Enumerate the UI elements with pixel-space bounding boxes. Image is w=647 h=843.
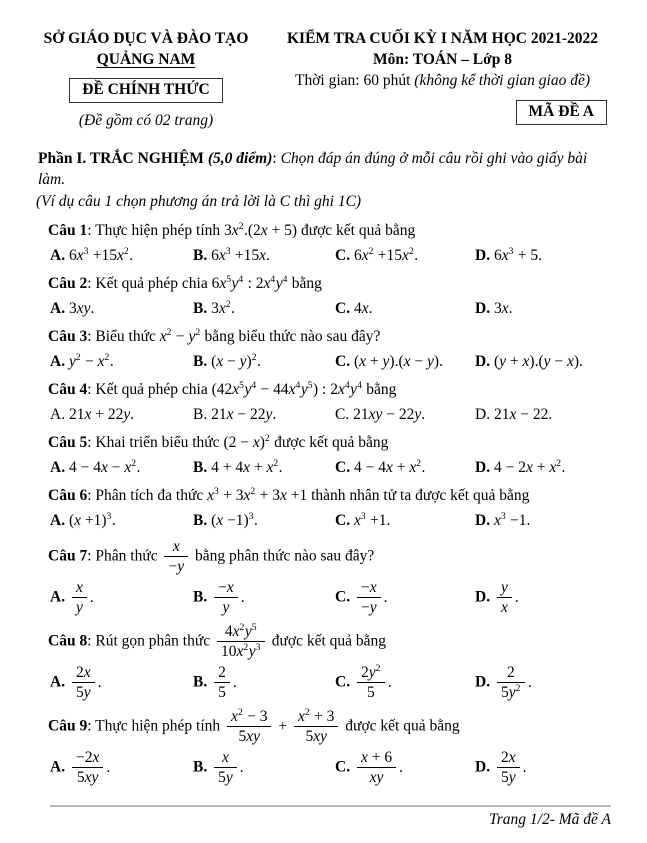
- option-letter: B.: [193, 673, 208, 691]
- fraction: [357, 664, 385, 702]
- question-2-option-D: [475, 297, 611, 321]
- exam-header: [36, 28, 611, 131]
- exponent: 2: [251, 351, 258, 363]
- option-letter: A.: [50, 247, 66, 264]
- question-8-option-B: [193, 663, 335, 703]
- exponent: 3: [225, 245, 232, 257]
- option-math: $\frac{2}{5y^2}$ .: [494, 674, 532, 691]
- question-4-option-B: [193, 403, 335, 427]
- question-5-stem: [36, 431, 611, 455]
- exponent: 3: [83, 245, 89, 257]
- question-4-option-A: [50, 403, 193, 427]
- fraction-numerator: −2x: [72, 749, 103, 768]
- option-letter: A.: [50, 588, 66, 606]
- exponent: 3: [106, 510, 112, 522]
- question-4-option-D: [475, 403, 611, 427]
- fraction-denominator: $10x^2y^3$: [221, 641, 261, 660]
- footer-page-number: Trang 1/2- Mã đề A: [489, 811, 611, 828]
- option-letter: B.: [193, 758, 208, 776]
- exponent: 3: [508, 245, 514, 257]
- header-left-block: [36, 28, 256, 131]
- option-math: (x + y).(x − y).: [353, 353, 443, 370]
- question-7-options: [36, 578, 611, 618]
- fraction: [497, 579, 512, 617]
- question-1-stem: [36, 219, 611, 243]
- question-2: [36, 272, 611, 321]
- question-6-option-D: [475, 509, 611, 533]
- question-9-stem: [36, 707, 611, 747]
- question-3: [36, 325, 611, 374]
- exponent: 2: [195, 326, 201, 338]
- option-letter: D.: [475, 353, 491, 370]
- option-letter: C.: [335, 247, 351, 264]
- footer-divider: [50, 805, 611, 807]
- exponent: 2: [368, 245, 374, 257]
- question-6: [36, 484, 611, 533]
- question-text-post: được kết quả bằng: [297, 222, 416, 239]
- fraction: [497, 664, 525, 702]
- exponent: 4: [238, 273, 244, 285]
- option-math: 21x − 22.: [493, 406, 553, 423]
- question-text-pre: : Thực hiện phép tính: [87, 222, 225, 239]
- fraction-numerator: y: [497, 579, 512, 598]
- fraction-denominator: y: [222, 599, 230, 616]
- header-right-block: [274, 28, 611, 131]
- fraction-denominator: −y: [168, 558, 185, 575]
- question-8-option-C: [335, 663, 475, 703]
- question-text-pre: : Thực hiện phép tính: [87, 717, 225, 735]
- fraction-denominator: 5y: [218, 769, 233, 786]
- question-text-pre: : Phân thức: [87, 547, 162, 565]
- option-letter: A.: [50, 353, 66, 370]
- option-math: $(x +1)^3$.: [68, 510, 116, 529]
- part1-instruction: Chọn đáp án đúng ở mỗi câu rồi ghi vào giấy bài làm.: [38, 150, 588, 188]
- exponent: 3: [255, 641, 261, 653]
- question-7-option-B: [193, 578, 335, 618]
- option-letter: D.: [475, 758, 491, 776]
- option-letter: B.: [193, 588, 208, 606]
- exponent: 3: [248, 510, 254, 522]
- question-1-option-D: [475, 244, 611, 268]
- question-9: [36, 707, 611, 788]
- question-label: Câu 6: [48, 487, 88, 504]
- option-letter: C.: [335, 758, 351, 776]
- province-name: QUẢNG NAM: [96, 51, 196, 68]
- exponent: 2: [104, 351, 110, 363]
- fraction-denominator: 5xy: [238, 728, 261, 745]
- exponent: 2: [75, 351, 82, 363]
- question-math: $3x^2.(2x + 5)$: [224, 220, 298, 239]
- question-5-option-C: [335, 456, 475, 480]
- fraction-numerator: $2y^2$: [357, 664, 385, 683]
- question-7-option-C: [335, 578, 475, 618]
- question-text-post: thành nhân tử ta được kết quả bằng: [307, 487, 530, 504]
- exponent: 4: [282, 273, 288, 285]
- option-math: $\frac{-2x}{5xy}$ .: [69, 759, 110, 776]
- question-text-post: bằng biểu thức nào sau đây?: [200, 328, 381, 345]
- question-2-option-B: [193, 297, 335, 321]
- question-2-option-C: [335, 297, 475, 321]
- option-math: $6x^3 +15x^2$.: [68, 245, 134, 264]
- exponent: 2: [408, 245, 415, 257]
- question-3-option-D: [475, 350, 611, 374]
- option-letter: D.: [475, 512, 491, 529]
- option-letter: D.: [475, 459, 491, 476]
- option-letter: C.: [335, 512, 351, 529]
- question-4-stem: [36, 378, 611, 402]
- question-1-options: [36, 244, 611, 268]
- fraction-denominator: 5y: [75, 684, 91, 701]
- question-5-option-A: [50, 456, 193, 480]
- fraction-numerator: $x^2 - 3$: [227, 708, 271, 727]
- fraction-numerator: $x^2 + 3$: [294, 708, 338, 727]
- option-letter: B.: [193, 300, 208, 317]
- option-math: $\frac{-x}{-y}$ .: [354, 589, 388, 606]
- fraction-numerator: $4x^2y^5$: [217, 623, 265, 642]
- exponent: 2: [131, 457, 137, 469]
- fraction-denominator: y: [75, 599, 83, 616]
- question-label: Câu 4: [48, 381, 88, 398]
- exponent: 5: [239, 379, 245, 391]
- question-text-post: được kết quả bằng: [270, 434, 389, 451]
- question-3-stem: [36, 325, 611, 349]
- option-math: $\frac{2y^2}{5}$ .: [354, 674, 392, 691]
- question-math: $6x^5y^4$ : $2x^4y^4$: [211, 273, 288, 292]
- question-math: $(2 - x)^2$: [223, 432, 271, 451]
- option-letter: A.: [50, 673, 66, 691]
- time-line: [295, 70, 590, 92]
- question-4: [36, 378, 611, 427]
- option-letter: B.: [193, 247, 208, 264]
- exponent: 2: [237, 706, 244, 718]
- exponent: 2: [416, 457, 422, 469]
- option-math: (y + x).(y − x).: [493, 353, 583, 370]
- question-label: Câu 1: [48, 222, 88, 239]
- time-italic: (không kể thời gian giao đề): [414, 72, 590, 89]
- official-exam-box: ĐỀ CHÍNH THỨC: [69, 78, 222, 103]
- question-text-pre: : Rút gọn phân thức: [87, 632, 214, 650]
- question-3-option-A: [50, 350, 193, 374]
- option-math: $(x - y)^2$.: [211, 351, 261, 370]
- question-9-option-D: [475, 748, 611, 788]
- option-math: 3x.: [493, 300, 513, 317]
- option-letter: B.: [193, 459, 208, 476]
- exponent: 4: [344, 379, 351, 391]
- option-math: $3x^2$.: [211, 298, 235, 317]
- part1-heading: [38, 148, 611, 190]
- page-count-note: (Đề gồm có 02 trang): [78, 112, 214, 129]
- option-math: $4 - 4x + x^2$.: [353, 457, 426, 476]
- option-letter: A.: [50, 758, 66, 776]
- option-letter: A.: [50, 406, 66, 423]
- fraction-numerator: 2: [214, 664, 230, 683]
- fraction-numerator: 2x: [72, 664, 95, 683]
- exponent: 4: [357, 379, 363, 391]
- option-math: $\frac{2}{5}$ .: [211, 674, 237, 691]
- fraction-numerator: x: [72, 579, 87, 598]
- option-math: $\frac{2x}{5y}$ .: [69, 674, 102, 691]
- question-1-option-A: [50, 244, 193, 268]
- exponent: 4: [295, 379, 301, 391]
- exponent: 2: [264, 432, 271, 444]
- option-math: 3xy.: [68, 300, 95, 317]
- exponent: 2: [243, 641, 249, 653]
- question-5-options: [36, 456, 611, 480]
- option-letter: C.: [335, 459, 351, 476]
- fraction-denominator: 5xy: [305, 728, 327, 745]
- fraction: [72, 749, 103, 787]
- fraction-denominator: 5: [218, 684, 226, 701]
- question-6-stem: [36, 484, 611, 508]
- department-name: SỞ GIÁO DỤC VÀ ĐÀO TẠO: [43, 30, 249, 47]
- option-math: $x^3 +1$.: [353, 510, 391, 529]
- option-math: $\frac{-x}{y}$ .: [211, 589, 245, 606]
- exponent: 2: [238, 220, 244, 232]
- fraction-denominator: 5y: [500, 769, 516, 786]
- exponent: 5: [307, 379, 314, 391]
- option-letter: A.: [50, 459, 66, 476]
- exponent: 2: [273, 457, 279, 469]
- fraction-denominator: −y: [360, 599, 377, 616]
- part1-example-note: (Ví dụ câu 1 chọn phương án trả lời là C thì ghi 1C): [36, 193, 362, 210]
- option-letter: C.: [335, 353, 351, 370]
- exponent: 2: [250, 485, 256, 497]
- question-9-option-A: [50, 748, 193, 788]
- exponent: 5: [226, 273, 232, 285]
- option-math: $6x^3 +15x$.: [211, 245, 270, 264]
- fraction-numerator: x: [164, 538, 188, 557]
- option-letter: A.: [50, 512, 66, 529]
- option-math: 4x.: [353, 300, 373, 317]
- option-math: $6x^3 + 5$.: [493, 245, 543, 264]
- question-1: [36, 219, 611, 268]
- question-2-stem: [36, 272, 611, 296]
- exponent: 2: [239, 621, 245, 633]
- fraction: [357, 749, 396, 787]
- fraction: [294, 708, 338, 746]
- part1-colon: :: [272, 150, 281, 167]
- question-3-option-B: [193, 350, 335, 374]
- fraction-denominator: 5xy: [76, 769, 99, 786]
- exponent: 5: [251, 621, 257, 633]
- fraction: [214, 749, 237, 787]
- option-math: $6x^2 +15x^2$.: [353, 245, 419, 264]
- part1-title: Phần I. TRẮC NGHIỆM: [38, 150, 208, 167]
- exponent: 2: [556, 457, 562, 469]
- question-text-pre: : Kết quả phép chia: [87, 275, 212, 292]
- fraction: [72, 664, 95, 702]
- fraction: [214, 664, 230, 702]
- fraction-denominator: x: [500, 599, 508, 616]
- question-7-option-D: [475, 578, 611, 618]
- question-6-option-A: [50, 509, 193, 533]
- question-7-option-A: [50, 578, 193, 618]
- question-2-options: [36, 297, 611, 321]
- fraction: [497, 749, 520, 787]
- question-4-options: [36, 403, 611, 427]
- question-1-option-C: [335, 244, 475, 268]
- exponent: 2: [375, 662, 381, 674]
- option-math: $\frac{x}{y}$ .: [69, 589, 94, 606]
- question-math: $\frac{x^2 - 3}{5xy}$ + $\frac{x^2 + 3}{5xy}$: [224, 718, 341, 735]
- exponent: 2: [123, 245, 130, 257]
- question-text-post: bằng: [362, 381, 397, 398]
- question-text-pre: : Khai triển biểu thức: [87, 434, 224, 451]
- fraction-denominator: $5y^2$: [500, 682, 521, 701]
- option-math: $\frac{y}{x}$ .: [494, 589, 519, 606]
- fraction: [227, 708, 271, 746]
- question-6-options: [36, 509, 611, 533]
- question-label: Câu 3: [48, 328, 88, 345]
- option-math: 21x + 22y.: [68, 406, 135, 423]
- option-math: $4 - 2x + x^2$.: [493, 457, 566, 476]
- question-7-stem: [36, 537, 611, 577]
- question-text-post: được kết quả bằng: [341, 717, 460, 735]
- question-label: Câu 9: [48, 717, 88, 735]
- exam-title: KIỂM TRA CUỐI KỲ I NĂM HỌC 2021-2022: [286, 30, 598, 47]
- option-letter: C.: [335, 300, 351, 317]
- option-letter: D.: [475, 588, 491, 606]
- option-math: $\frac{x + 6}{xy}$ .: [354, 759, 403, 776]
- question-9-option-B: [193, 748, 335, 788]
- question-1-option-B: [193, 244, 335, 268]
- option-math: $4 - 4x - x^2$.: [68, 457, 141, 476]
- question-text-pre: : Phân tích đa thức: [87, 487, 208, 504]
- option-letter: B.: [193, 512, 208, 529]
- option-math: $(x -1)^3$.: [211, 510, 258, 529]
- option-math: $4 + 4x + x^2$.: [211, 457, 283, 476]
- question-text-pre: : Kết quả phép chia: [87, 381, 212, 398]
- question-5: [36, 431, 611, 480]
- question-math: [161, 538, 191, 575]
- page-footer: [50, 805, 611, 829]
- fraction: [214, 579, 238, 617]
- option-letter: C.: [335, 588, 351, 606]
- exponent: 2: [166, 326, 172, 338]
- option-math: 21xy − 22y.: [353, 406, 426, 423]
- option-math: $\frac{2x}{5y}$ .: [494, 759, 527, 776]
- fraction: [164, 538, 188, 576]
- question-label: Câu 5: [48, 434, 88, 451]
- question-5-option-B: [193, 456, 335, 480]
- option-letter: B.: [193, 406, 208, 423]
- fraction: [217, 623, 265, 661]
- option-math: $y^2 - x^2$.: [68, 351, 114, 370]
- option-letter: D.: [475, 300, 491, 317]
- option-math: 21x − 22y.: [211, 406, 277, 423]
- question-8-options: [36, 663, 611, 703]
- option-letter: C.: [335, 406, 350, 423]
- question-label: Câu 8: [48, 632, 88, 650]
- exponent: 3: [500, 510, 507, 522]
- fraction-denominator: xy: [369, 769, 384, 786]
- fraction-numerator: 2x: [497, 749, 520, 768]
- question-8-option-D: [475, 663, 611, 703]
- fraction-numerator: x: [214, 749, 237, 768]
- question-text-pre: : Biểu thức: [87, 328, 160, 345]
- question-math: $(42x^5y^4 - 44x^4y^5)$ : $2x^4y^4$: [211, 379, 363, 398]
- question-8-stem: [36, 622, 611, 662]
- option-math: $\frac{x}{5y}$ .: [211, 759, 244, 776]
- question-9-options: [36, 748, 611, 788]
- question-7: [36, 537, 611, 618]
- exponent: 2: [515, 682, 521, 694]
- exam-code-box: MÃ ĐỀ A: [516, 100, 607, 125]
- fraction-numerator: −x: [357, 579, 381, 598]
- exponent: 4: [251, 379, 257, 391]
- fraction-numerator: 2: [497, 664, 525, 683]
- question-5-option-D: [475, 456, 611, 480]
- question-3-option-C: [335, 350, 475, 374]
- part1-points: (5,0 điểm): [207, 150, 273, 167]
- question-4-option-C: [335, 403, 475, 427]
- exponent: 4: [270, 273, 276, 285]
- exponent: 3: [213, 485, 220, 497]
- question-6-option-B: [193, 509, 335, 533]
- option-letter: B.: [193, 353, 208, 370]
- option-letter: D.: [475, 406, 491, 423]
- exponent: 2: [225, 298, 232, 310]
- fraction: [357, 579, 381, 617]
- option-letter: A.: [50, 300, 66, 317]
- question-label: Câu 7: [48, 547, 88, 565]
- fraction-denominator: 5: [367, 684, 375, 701]
- exponent: 2: [304, 706, 311, 718]
- question-2-option-A: [50, 297, 193, 321]
- exponent: 3: [360, 510, 367, 522]
- fraction-numerator: x + 6: [357, 749, 396, 768]
- time-plain: Thời gian: 60 phút: [295, 72, 415, 89]
- question-math: $x^2 - y^2$: [159, 326, 201, 345]
- fraction-numerator: −x: [214, 579, 238, 598]
- option-letter: D.: [475, 247, 491, 264]
- option-math: $x^3 -1$.: [493, 510, 531, 529]
- question-list: [36, 219, 611, 788]
- question-text-post: bằng phân thức nào sau đây?: [191, 547, 375, 565]
- question-math: $x^3 + 3x^2 + 3x +1$: [207, 485, 308, 504]
- option-letter: D.: [475, 673, 491, 691]
- question-9-option-C: [335, 748, 475, 788]
- question-text-post: bằng: [287, 275, 322, 292]
- question-6-option-C: [335, 509, 475, 533]
- question-8: [36, 622, 611, 703]
- question-8-option-A: [50, 663, 193, 703]
- fraction: [72, 579, 87, 617]
- question-label: Câu 2: [48, 275, 88, 292]
- question-text-post: được kết quả bằng: [267, 632, 387, 650]
- subject-line: Môn: TOÁN – Lớp 8: [373, 51, 512, 68]
- option-letter: C.: [335, 673, 351, 691]
- question-math: [214, 621, 268, 660]
- question-3-options: [36, 350, 611, 374]
